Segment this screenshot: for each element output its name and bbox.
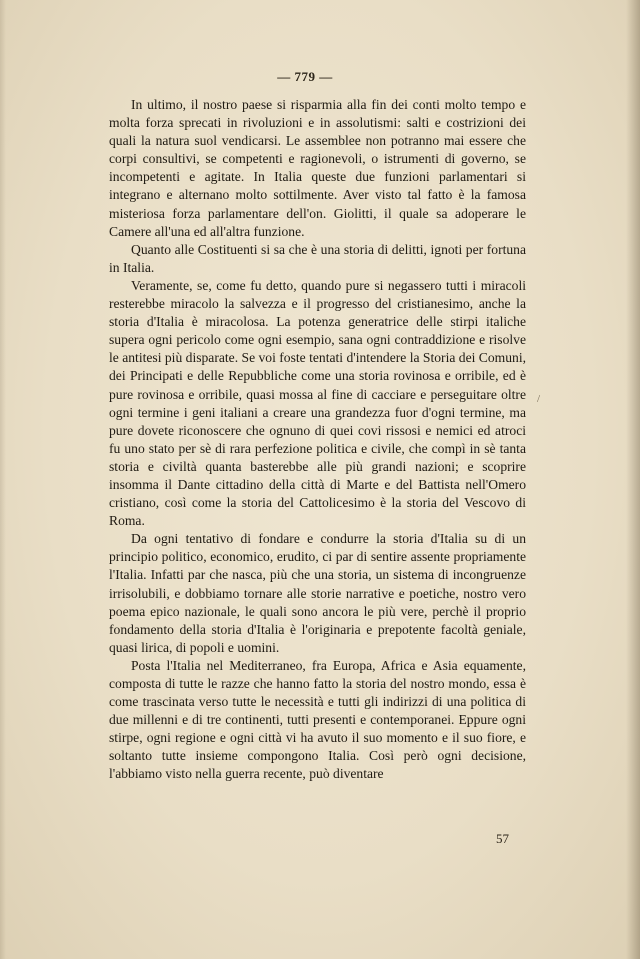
- body-text: [109, 96, 526, 784]
- paragraph-4: Da ogni tentativo di fondare e condurre la storia d'Italia su di un principio politico, economico, erudito, ci par di sentire assente propriamente l'Italia. Infatti par che nasca, più che una storia, un sistema di incongruenze irrisolubili, e dobbiamo tornare alle storie narrative e poetiche, nostro vero poema epico nazionale, le quali sono ancora le più vere, perchè il proprio fondamento della storia d'Italia è l'originaria e prepotente facoltà geniale, quasi lirica, di popoli e uomini.: [109, 531, 526, 655]
- paragraph-3: Veramente, se, come fu detto, quando pure si negassero tutti i miracoli resterebbe miracolo la salvezza e il progresso del cristianesimo, anche la storia d'Italia è miracolosa. La potenza generatrice delle stirpi italiche supera ogni pericolo come ogni esempio, sana ogni contraddizione e risolve le antitesi più disparate. Se voi foste tentati d'intendere la Storia dei Comuni, dei Principati e delle Repubbliche come una storia rovinosa e orribile, ed è pure rovinosa e orribile, quasi mossa al fine di cacciare e perseguitare oltre ogni termine i geni italiani a creare una grandezza fuor d'ogni termine, ma pure dovete riconoscere che ognuno di quei covi rissosi e nemici ed atroci fu uno stato per sè di rara perfezione politica e civile, che compì in sè tanta storia e civiltà quanta basterebbe alle più grandi nazioni; e scoprire insomma il Dante cittadino della città di Marte e del Battista nell'Omero cristiano, così come la storia del Cattolicesimo è la storia del Vescovo di Roma.: [109, 277, 526, 529]
- page-left-edge: [0, 0, 6, 959]
- page-number: — 779 —: [277, 69, 333, 84]
- paragraph-1: In ultimo, il nostro paese si risparmia alla fin dei conti molto tempo e molta forza sprecati in rivoluzioni e in assolutismi: salti e costrizioni dei quali la natura suol vendicarsi. Le assemblee non potranno mai essere che corpi consultivi, se competenti e ragionevoli, o istrumenti di governo, se incompetenti e agitate. In Italia queste due funzioni parlamentari si integrano e alternano molto sottilmente. Aver visto tal fatto è la famosa misteriosa forza parlamentare dell'on. Giolitti, il quale sa adoperare le Camere all'una ed all'altra funzione.: [109, 97, 526, 239]
- signature-mark: 57: [496, 831, 509, 846]
- paragraph-5: Posta l'Italia nel Mediterraneo, fra Europa, Africa e Asia equamente, composta di tutte le razze che hanno fatto la storia del nostro mondo, essa è come trascinata verso tutte le necessità e tutti gli indirizzi di una politica di due millenni e di tre continenti, tutti presenti e contemporanei. Eppure ogni stirpe, ogni regione e ogni città vi ha avuto il suo momento e il suo fiore, e soltanto tutte insieme compongono Italia. Così però ogni decisione, l'abbiamo visto nella guerra recente, può diventare: [109, 657, 526, 782]
- page-right-edge: [626, 0, 640, 959]
- margin-mark: /: [537, 393, 541, 405]
- paragraph-2: Quanto alle Costituenti si sa che è una storia di delitti, ignoti per fortuna in Italia.: [109, 241, 526, 275]
